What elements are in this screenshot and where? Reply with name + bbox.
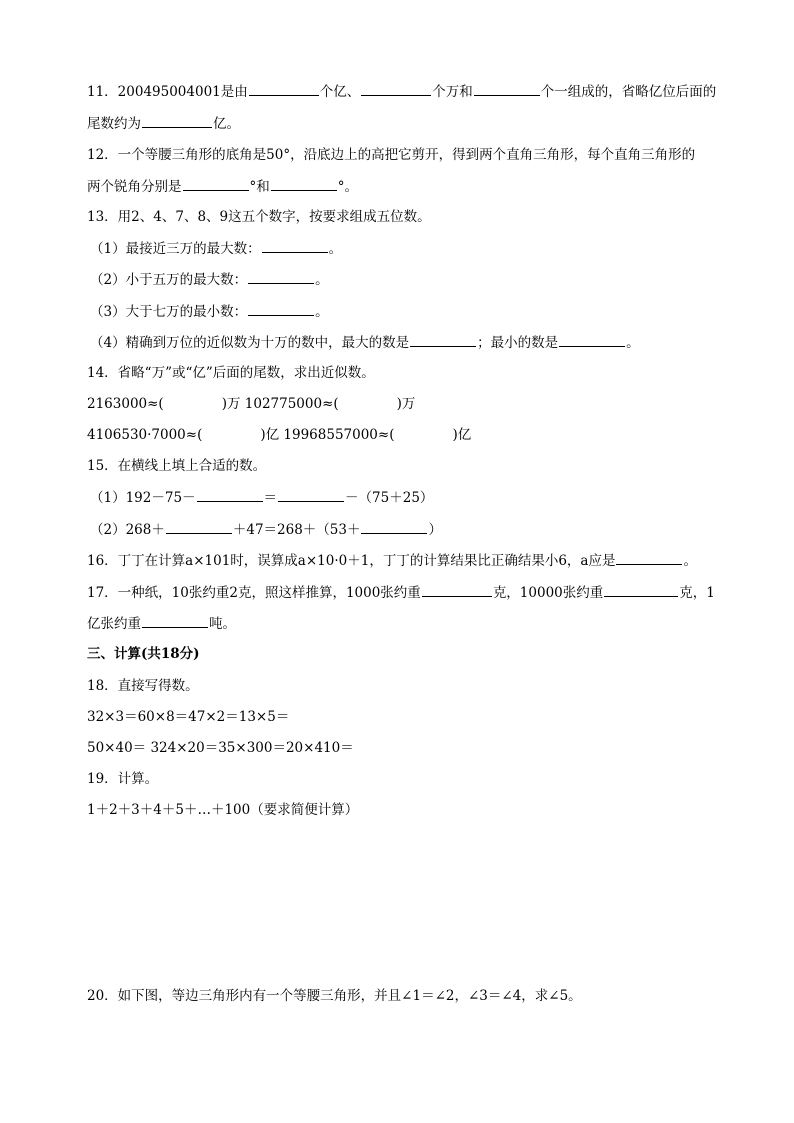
q15-part1: （1）192－75－ ＝ －（75＋25） — [90, 490, 434, 506]
answer-blank[interactable] — [361, 520, 427, 534]
q19-expression: 1＋2＋3＋4＋5＋…＋100（要求简便计算） — [87, 802, 359, 818]
answer-blank[interactable] — [278, 488, 344, 502]
q14-stem: 14．省略“万”或“亿”后面的尾数，求出近似数。 — [87, 365, 375, 381]
q18-stem: 18．直接写得数。 — [87, 678, 199, 694]
q14-row1: 2163000≈( )万 102775000≈( )万 — [87, 396, 416, 412]
q13-part3: （3）大于七万的最小数： 。 — [90, 304, 329, 320]
q13-part2: （2）小于五万的最大数： 。 — [90, 272, 329, 288]
section-heading: 三、计算(共18分) — [87, 646, 200, 662]
q13-part4: （4）精确到万位的近似数为十万的数中，最大的数是 ；最小的数是 。 — [90, 335, 640, 351]
q11-line1: 11．200495004001是由 个亿、 个万和 个一组成的，省略亿位后面的 — [87, 84, 717, 100]
q15-part2: （2）268＋ ＋47＝268＋（53＋ ） — [90, 522, 442, 538]
answer-blank[interactable] — [248, 270, 314, 284]
answer-blank[interactable] — [422, 583, 492, 597]
q18-row2: 50×40＝ 324×20＝35×300＝20×410＝ — [87, 740, 354, 756]
answer-blank[interactable] — [559, 333, 625, 347]
q17-line2: 亿张约重 吨。 — [87, 616, 236, 632]
answer-blank[interactable] — [166, 520, 232, 534]
q16-line: 16．丁丁在计算a×101时，误算成a×10·0＋1，丁丁的计算结果比正确结果小6，a应是 。 — [87, 553, 697, 569]
answer-blank[interactable] — [249, 82, 319, 96]
q12-line2: 两个锐角分别是 °和 °。 — [87, 179, 358, 195]
answer-blank[interactable] — [248, 302, 314, 316]
answer-blank[interactable] — [142, 114, 212, 128]
answer-blank[interactable] — [183, 177, 249, 191]
answer-blank[interactable] — [142, 614, 208, 628]
q12-line1: 12．一个等腰三角形的底角是50°，沿底边上的高把它剪开，得到两个直角三角形，每个直角三角形的 — [87, 147, 696, 163]
answer-blank[interactable] — [604, 583, 678, 597]
answer-blank[interactable] — [410, 333, 476, 347]
q15-stem: 15．在横线上填上合适的数。 — [87, 458, 267, 474]
q14-row2: 4106530·7000≈( )亿 19968557000≈( )亿 — [87, 427, 472, 443]
answer-blank[interactable] — [616, 551, 682, 565]
answer-blank[interactable] — [262, 239, 328, 253]
q11-line2: 尾数约为 亿。 — [87, 116, 240, 132]
answer-blank[interactable] — [474, 82, 540, 96]
q18-row1: 32×3＝60×8＝47×2＝13×5＝ — [87, 709, 290, 725]
answer-blank[interactable] — [197, 488, 263, 502]
q13-stem: 13．用2、4、7、8、9这五个数字，按要求组成五位数。 — [87, 209, 431, 225]
q17-line1: 17．一种纸，10张约重2克，照这样推算，1000张约重 克，10000张约重 克，1 — [87, 585, 715, 601]
q20-stem: 20．如下图，等边三角形内有一个等腰三角形，并且∠1＝∠2，∠3＝∠4，求∠5。 — [87, 988, 582, 1004]
q19-stem: 19．计算。 — [87, 771, 159, 787]
q13-part1: （1）最接近三万的最大数： 。 — [90, 241, 343, 257]
answer-blank[interactable] — [361, 82, 431, 96]
answer-blank[interactable] — [271, 177, 337, 191]
